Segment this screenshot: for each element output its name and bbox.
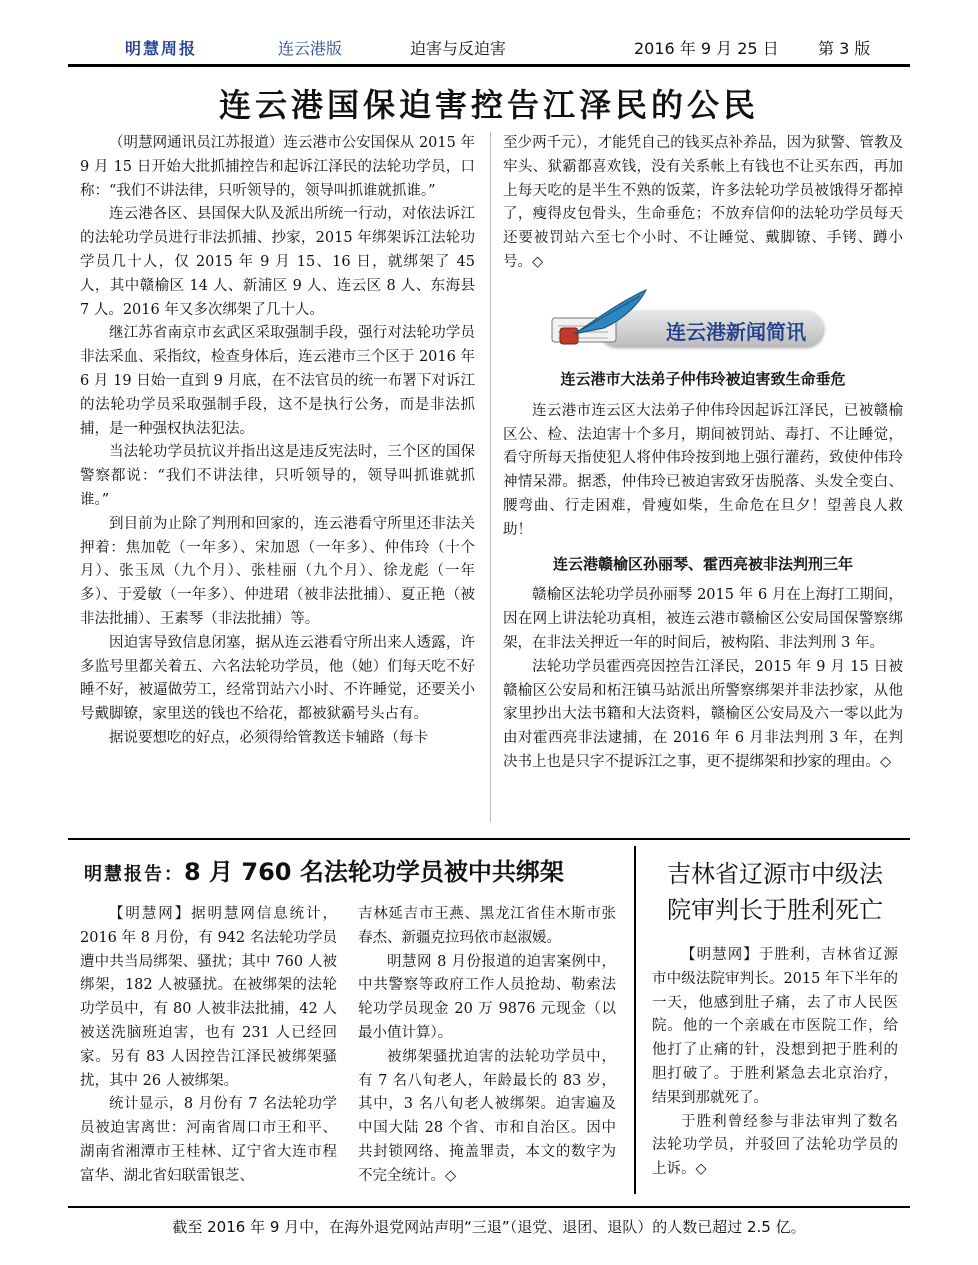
paragraph: 继江苏省南京市玄武区采取强制手段，强行对法轮功学员非法采血、采指纹，检查身体后，连云港市三个区于 2016 年 6 月 19 日始一直到 9 月底，在不法官员的统一布署下对诉江的法轮功学员采取强制手段，这不是执行公务，而是非法抓捕，是一种强权执法犯法。 bbox=[80, 325, 475, 437]
report-label: 明慧报告： bbox=[84, 864, 184, 885]
paragraph: 赣榆区法轮功学员孙丽琴 2015 年 6 月在上海打工期间，因在网上讲法轮功真相，被连云港市赣榆区公安局国保警察绑架，在非法关押近一年的时间后，被构陷、非法判刑 3 年。 bbox=[503, 587, 903, 651]
paragraph: 法轮功学员霍西亮因控告江泽民，2015 年 9 月 15 日被赣榆区公安局和柘汪镇马站派出所警察绑架并非法抄家，从他家里抄出大法书籍和大法资料，赣榆区公安局及六一零以此为由对霍西亮非法逮捕，在 2016 年 6 月非法判刑 3 年，在判决书上也是只字不提诉江之事，更不提绑架和抄家的理由。◇ bbox=[503, 658, 903, 770]
news-item-title: 连云港市大法弟子仲伟玲被迫害致生命垂危 bbox=[560, 370, 846, 388]
report-headline: 8 月 760 名法轮功学员被中共绑架 bbox=[184, 858, 564, 886]
header-rule bbox=[68, 64, 910, 67]
jilin-article-title bbox=[650, 856, 900, 928]
banner-title: 连云港新闻简讯 bbox=[666, 320, 806, 344]
paragraph: 连云港市连云区大法弟子仲伟玲因起诉江泽民，已被赣榆区公、检、法迫害十个多月，期间被罚站、毒打、不让睡觉，看守所每天指使犯人将仲伟玲按到地上强行灌药，致使仲伟玲神情呆滞。据悉，仲伟玲已被迫害致牙齿脱落、头发全变白、腰弯曲、行走困难，骨瘦如柴，生命危在旦夕！望善良人救助！ bbox=[503, 402, 903, 538]
paragraph: 被绑架骚扰迫害的法轮功学员中，有 7 名八旬老人，年龄最长的 83 岁，其中，3 名八旬老人被绑架。迫害遍及中国大陆 28 个省、市和自治区。因中共封锁网络、掩盖罪责，本文的数字为不完全统计。◇ bbox=[358, 1048, 616, 1184]
footer-notice: 截至 2016 年 9 月中，在海外退党网站声明“三退”（退党、退团、退队）的人数已超过 2.5 亿。 bbox=[172, 1218, 806, 1236]
page-number: 第 3 版 bbox=[818, 39, 871, 58]
quill-inkpot-icon bbox=[548, 288, 658, 358]
title-line: 院审判长于胜利死亡 bbox=[667, 896, 883, 924]
jilin-article-body bbox=[652, 944, 898, 1182]
paragraph: 据说要想吃的好点，必须得给管教送卡辅路（每卡 bbox=[109, 729, 428, 746]
paragraph: 当法轮功学员抗议并指出这是违反宪法时，三个区的国保警察都说：“我们不讲法律，只听领导的，领导叫抓谁就抓谁。” bbox=[80, 444, 475, 508]
sidebar-divider bbox=[634, 846, 636, 1194]
paragraph: 于胜利曾经参与非法审判了数名法轮功学员，并驳回了法轮功学员的上诉。◇ bbox=[652, 1113, 898, 1178]
edition-name: 连云港版 bbox=[278, 39, 343, 58]
issue-date: 2016 年 9 月 25 日 bbox=[634, 39, 779, 58]
paragraph: 明慧网 8 月份报道的迫害案例中，中共警察等政府工作人员抢劫、勒索法轮功学员现金 20 万 9876 元现金（以最小值计算）。 bbox=[358, 953, 616, 1041]
title-line: 吉林省辽源市中级法 bbox=[667, 860, 883, 888]
paragraph: 因迫害导致信息闭塞，据从连云港看守所出来人透露，许多监号里都关着五、六名法轮功学员，他（她）们每天吃不好睡不好，被逼做劳工，经常罚站六小时、不许睡觉，还要关小号戴脚镣，家里送的钱也不给花，都被狱霸号头占有。 bbox=[80, 634, 475, 723]
column-divider bbox=[490, 132, 491, 822]
paragraph: 到目前为止除了判刑和回家的，连云港看守所里还非法关押着：焦加乾（一年多）、宋加恩（一年多）、仲伟玲（十个月）、张玉凤（九个月）、张桂丽（九个月）、徐龙彪（一年多）、于爱敏（一年多）、仲进珺（被非法批捕）、夏正艳（被非法批捕）、王素琴（非法批捕）等。 bbox=[80, 515, 475, 627]
paragraph: 连云港各区、县国保大队及派出所统一行动，对依法诉江的法轮功学员进行非法抓捕、抄家，2015 年绑架诉江法轮功学员几十人，仅 2015 年 9 月 15、16 日，就绑架了 45 人，其中赣榆区 14 人、新浦区 9 人、连云区 8 人、东海县 7 人。2016 年又多次绑架了几十人。 bbox=[80, 206, 475, 318]
report-right-column bbox=[358, 903, 616, 1189]
paragraph: （明慧网通讯员江苏报道）连云港市公安国保从 2015 年 9 月 15 日开始大批抓捕控告和起诉江泽民的法轮功学员，口称：“我们不讲法律，只听领导的，领导叫抓谁就抓谁。” bbox=[80, 135, 475, 199]
brand-name: 明慧周报 bbox=[125, 39, 198, 58]
paragraph: 【明慧网】于胜利，吉林省辽源市中级法院审判长。2015 年下半年的一天，他感到肚子痛，去了市人民医院。他的一个亲戚在市医院工作，给他打了止痛的针，没想到把于胜利的胆打破了。于胜利紧急去北京治疗，结果到那就死了。 bbox=[652, 947, 898, 1106]
footer-rule bbox=[68, 1206, 910, 1208]
report-title bbox=[84, 852, 564, 887]
paragraph: 统计显示，8 月份有 7 名法轮功学员被迫害离世：河南省周口市王和平、湖南省湘潭市王桂林、辽宁省大连市程富华、湖北省妇联雷银芝、 bbox=[80, 1096, 337, 1184]
section-name: 迫害与反迫害 bbox=[410, 39, 507, 58]
main-article-right-column bbox=[503, 132, 903, 275]
paragraph: 至少两千元），才能凭自己的钱买点补养品，因为狱警、管教及牢头、狱霸都喜欢钱，没有关系帐上有钱也不让买东西，再加上每天吃的是半生不熟的饭菜，许多法轮功学员被饿得牙都掉了，瘦得皮包骨头，生命垂危；不放弃信仰的法轮功学员每天还要被罚站六至七个小时、不让睡觉、戴脚镣、手铐、蹲小号。◇ bbox=[503, 135, 903, 270]
news-brief-banner bbox=[548, 288, 848, 358]
news-item-title: 连云港赣榆区孙丽琴、霍西亮被非法判刑三年 bbox=[552, 554, 853, 573]
paragraph: 吉林延吉市王燕、黑龙江省佳木斯市张春杰、新疆克拉玛依市赵淑媛。 bbox=[358, 906, 616, 946]
news-brief-column bbox=[503, 362, 903, 775]
masthead bbox=[0, 28, 978, 64]
main-article-left-column bbox=[80, 132, 475, 751]
report-left-column bbox=[80, 903, 337, 1189]
paragraph: 【明慧网】据明慧网信息统计，2016 年 8 月份，有 942 名法轮功学员遭中共当局绑架、骚扰；其中 760 人被绑架，182 人被骚扰。在被绑架的法轮功学员中，有 80 人被非法批捕，42 人被送洗脑班迫害，也有 231 人已经回家。另有 83 人因控告江泽民被绑架骚扰，其中 26 人被绑架。 bbox=[80, 906, 337, 1089]
page-headline: 连云港国保迫害控告江泽民的公民 bbox=[218, 86, 759, 124]
section-rule bbox=[68, 838, 910, 840]
